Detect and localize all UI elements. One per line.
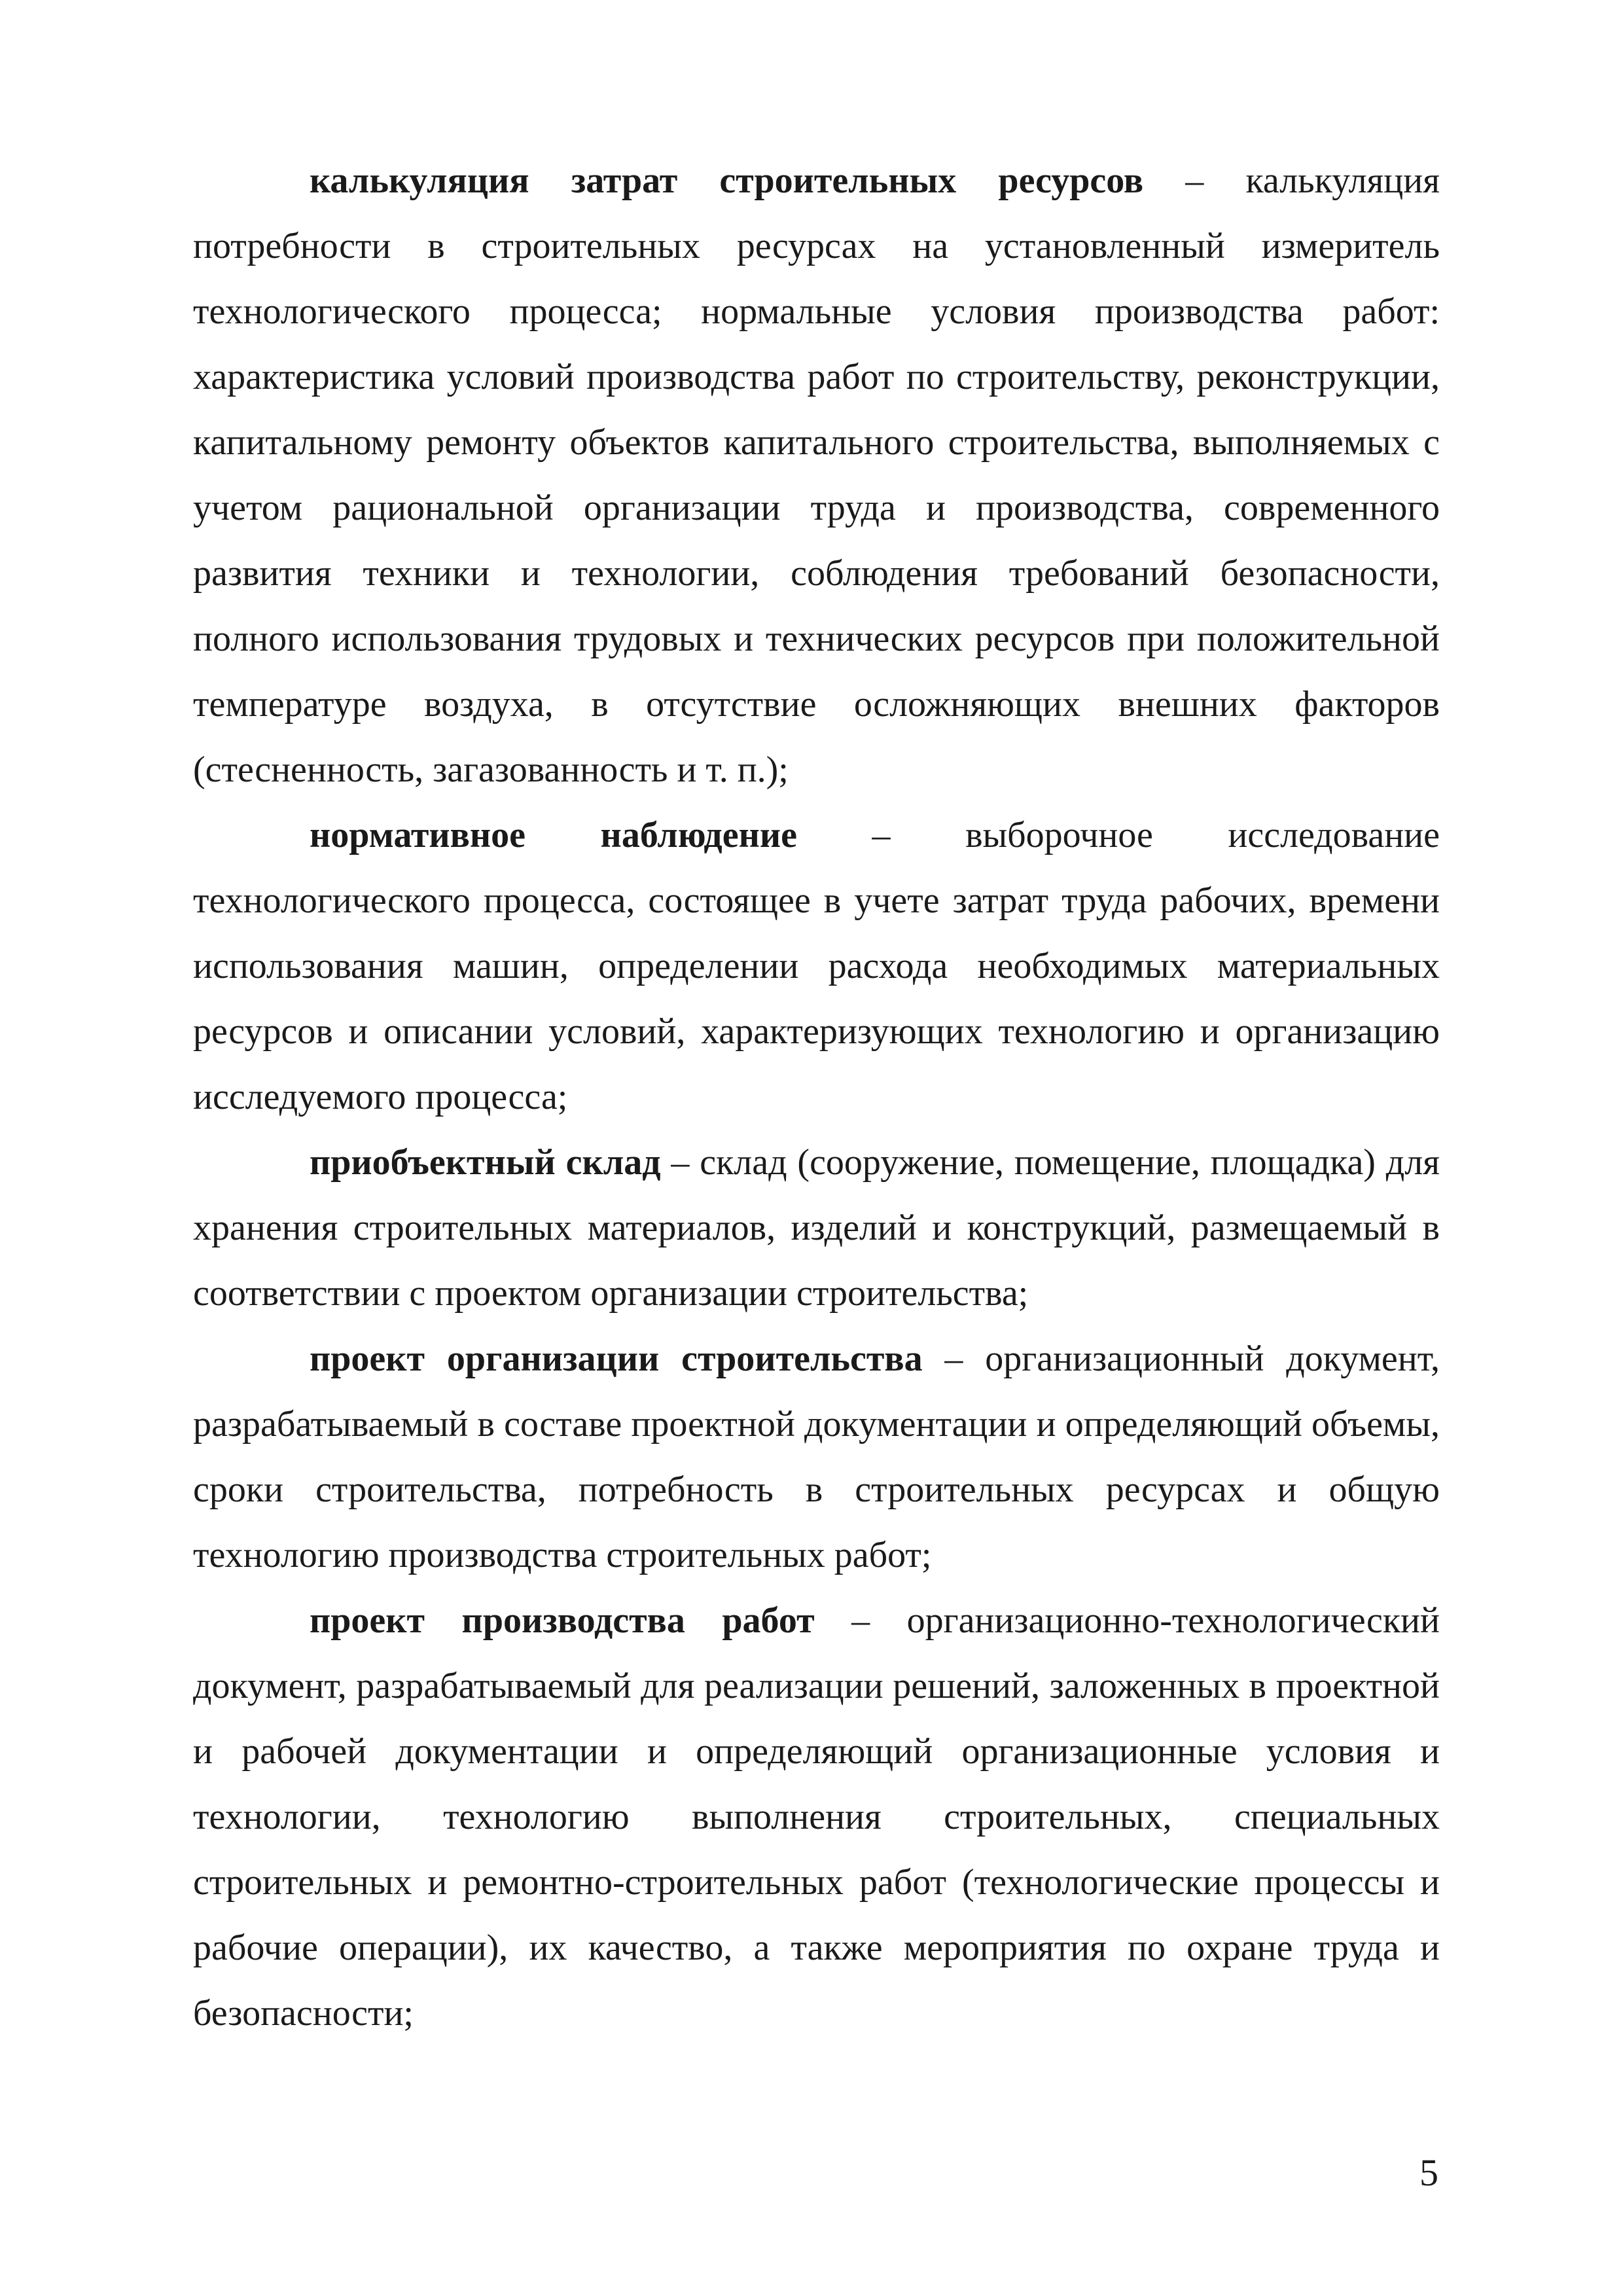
definition-paragraph-1 [193,148,1440,802]
definition-text: – калькуляция потребности в строительных ресурсах на установленный измеритель технологического процесса; нормальные условия производства работ: характеристика условий производства работ по строительству, реконструкции, капитальному ремонту объектов капитального строительства, выполняемых с учетом рациональной организации труда и производства, современного развития техники и технологии, соблюдения требований безопасности, полного использования трудовых и технических ресурсов при положительной температуре воздуха, в отсутствие осложняющих внешних факторов (стесненность, загазованность и т. п.); [193,160,1440,790]
definition-term: проект организации строительства [310,1338,923,1379]
definition-paragraph-3 [193,1130,1440,1326]
definition-term: приобъектный склад [310,1142,661,1183]
page-number: 5 [1419,2151,1438,2194]
definition-term: калькуляция затрат строительных ресурсов [310,160,1144,201]
definition-text: – организационный документ, разрабатываемый в составе проектной документации и определяющий объемы, сроки строительства, потребность в строительных ресурсах и общую технологию производства строительных работ; [193,1338,1440,1575]
definition-paragraph-5 [193,1588,1440,2046]
definition-text: – организационно-технологический документ, разрабатываемый для реализации решений, заложенных в проектной и рабочей документации и определяющий организационные условия и технологии, технологию выполнения строительных, специальных строительных и ремонтно-строительных работ (технологические процессы и рабочие операции), их качество, а также мероприятия по охране труда и безопасности; [193,1600,1440,2034]
document-body [193,148,1440,2046]
definition-paragraph-2 [193,802,1440,1130]
definition-term: проект производства работ [310,1600,815,1641]
definition-term: нормативное наблюдение [310,815,798,855]
definition-paragraph-4 [193,1326,1440,1588]
definition-text: – склад (сооружение, помещение, площадка) для хранения строительных материалов, изделий и конструкций, размещаемый в соответствии с проектом организации строительства; [193,1142,1440,1314]
definition-text: – выборочное исследование технологического процесса, состоящее в учете затрат труда рабочих, времени использования машин, определении расхода необходимых материальных ресурсов и описании условий, характеризующих технологию и организацию исследуемого процесса; [193,815,1440,1117]
